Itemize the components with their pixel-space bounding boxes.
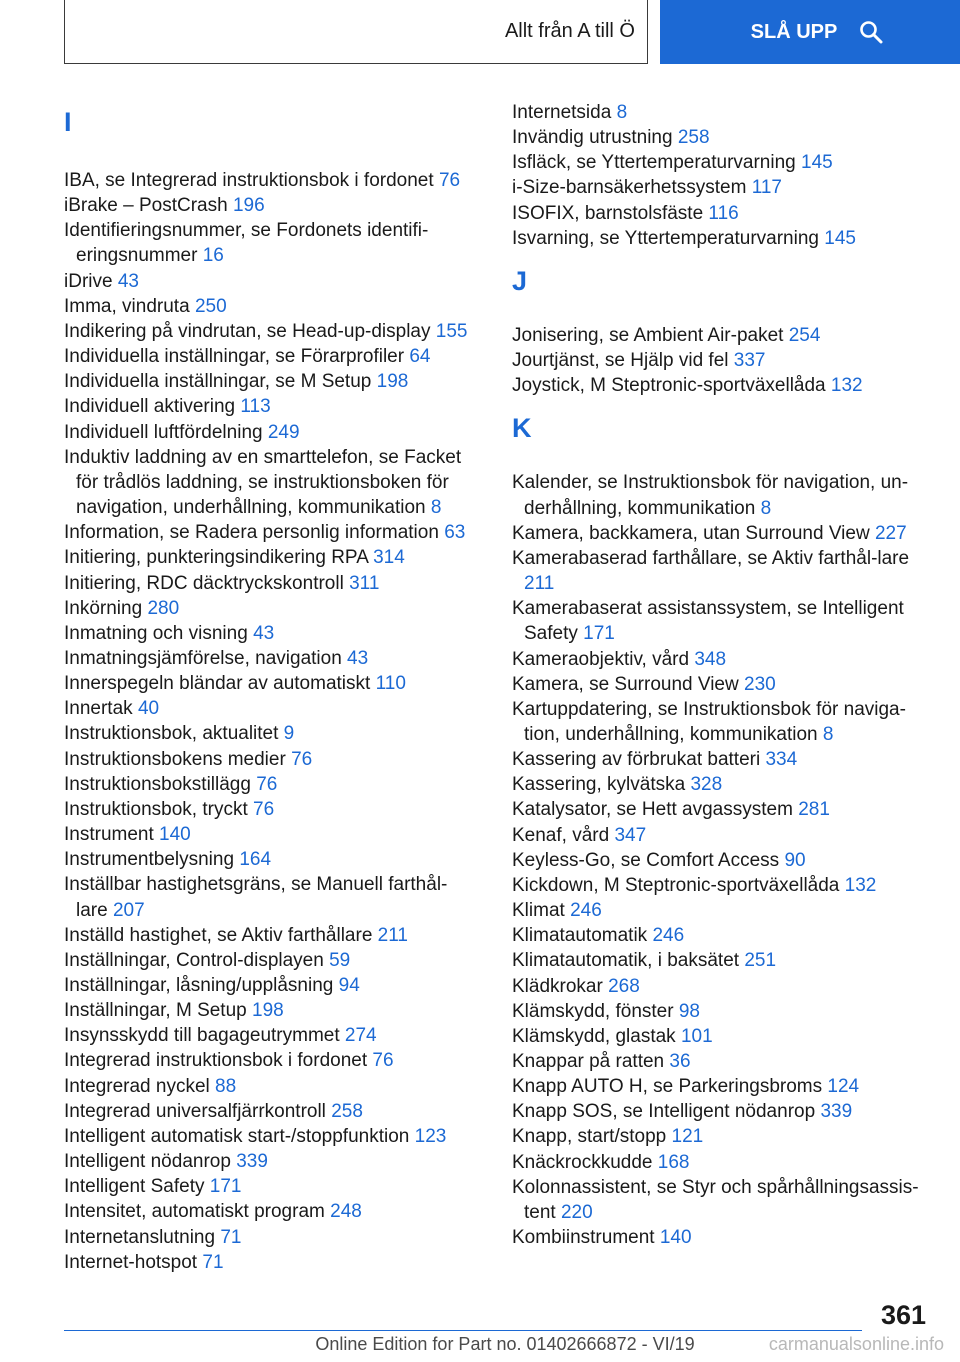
index-entry[interactable] (512, 546, 922, 596)
tab-index-a-to-o[interactable] (64, 0, 648, 64)
index-entry[interactable] (64, 646, 474, 671)
index-entry-text: Internetsida (512, 102, 612, 123)
page-reference-link[interactable]: 71 (202, 1251, 224, 1273)
page-reference-link[interactable]: 76 (372, 1050, 394, 1072)
index-entry-text: Inställningar, M Setup (64, 1000, 247, 1022)
index-entry[interactable] (512, 323, 922, 348)
index-entry-text: Inkörning (64, 597, 143, 619)
index-entry[interactable] (512, 521, 922, 546)
page-reference-link[interactable]: 145 (824, 227, 856, 249)
page-reference-link[interactable]: 198 (252, 1000, 284, 1022)
index-entry[interactable] (512, 747, 922, 772)
page-reference-link[interactable]: 196 (232, 195, 265, 217)
index-entry[interactable] (64, 1199, 474, 1224)
index-entry-text: Kamerabaserat assistanssystem, se Intelligent Safety (512, 598, 904, 645)
index-entry-text: Internet-hotspot (64, 1251, 198, 1273)
page-reference-link[interactable]: 249 (267, 421, 300, 443)
index-entry[interactable] (64, 319, 474, 344)
page-reference-link[interactable]: 43 (253, 622, 275, 644)
index-entry-text: Imma, vindruta (64, 295, 190, 317)
page-reference-link[interactable]: 250 (194, 295, 227, 317)
index-entry[interactable] (64, 420, 474, 445)
index-entry-text: Inställningar, Control-displayen (64, 949, 324, 971)
page-reference-link[interactable]: 171 (583, 623, 615, 645)
index-entry[interactable] (512, 923, 922, 948)
index-entry-text: Knapp, start/stopp (512, 1126, 667, 1148)
index-entry-text: Intelligent Safety (64, 1176, 205, 1198)
index-entry[interactable] (64, 847, 474, 872)
index-entry[interactable] (512, 823, 922, 848)
page-reference-link[interactable]: 211 (524, 573, 555, 595)
index-entry-text: Kalender, se Instruktionsbok för navigation, un-derhållning, kommunikation (512, 472, 909, 519)
index-entry-text: Individuell luftfördelning (64, 421, 263, 443)
page-reference-link[interactable]: 110 (375, 673, 406, 695)
index-entry-text: Kenaf, vård (512, 824, 610, 846)
footer-divider (64, 1330, 862, 1331)
index-entry[interactable] (64, 923, 474, 948)
index-entry[interactable] (512, 1049, 922, 1074)
index-entry-text: Klimat (512, 900, 565, 922)
page-reference-link[interactable]: 76 (253, 798, 275, 820)
page-reference-link[interactable]: 337 (733, 350, 766, 372)
page-reference-link[interactable]: 280 (147, 597, 180, 619)
index-entry-text: Instruktionsbok, tryckt (64, 798, 248, 820)
index-entry[interactable] (64, 168, 474, 193)
page-reference-link[interactable]: 140 (159, 824, 191, 846)
index-entry[interactable] (512, 1150, 922, 1175)
page-reference-link[interactable]: 230 (744, 673, 776, 695)
page-reference-link[interactable]: 246 (570, 900, 602, 922)
index-entry-text: Inställd hastighet, se Aktiv farthållare (64, 924, 373, 946)
page-reference-link[interactable]: 63 (444, 522, 466, 544)
page-reference-link[interactable]: 258 (331, 1100, 363, 1122)
page-reference-link[interactable]: 339 (820, 1101, 853, 1123)
page-reference-link[interactable]: 328 (690, 774, 723, 796)
index-entry[interactable] (64, 772, 474, 797)
index-entry-text: Inställbar hastighetsgräns, se Manuell farthål-lare (64, 874, 448, 921)
index-entry-text: Innerspegeln bländar av automatiskt (64, 673, 371, 695)
page-reference-link[interactable]: 339 (236, 1151, 268, 1173)
index-entry[interactable] (64, 445, 474, 520)
page-reference-link[interactable]: 281 (798, 799, 830, 821)
page-reference-link[interactable]: 76 (438, 170, 461, 191)
index-entry-text: Klimatautomatik, i baksätet (512, 950, 740, 972)
index-entry[interactable] (64, 294, 474, 319)
index-entry-text: Insynsskydd till bagageutrymmet (64, 1025, 340, 1047)
index-entry[interactable] (64, 872, 474, 922)
index-entry-text: iBrake – PostCrash (64, 195, 228, 217)
index-entry[interactable] (64, 973, 474, 998)
page-reference-link[interactable]: 251 (744, 950, 777, 972)
index-entry[interactable] (512, 201, 922, 226)
index-entry[interactable] (64, 545, 474, 570)
index-entry[interactable] (64, 344, 474, 369)
edition-note: Online Edition for Part no. 01402666872 - VI/19 (315, 1334, 695, 1354)
index-entry[interactable] (512, 175, 922, 200)
page-reference-link[interactable]: 43 (347, 647, 369, 669)
index-entry-text: Internetanslutning (64, 1226, 216, 1248)
page-reference-link[interactable]: 9 (283, 723, 295, 745)
index-entry[interactable] (512, 125, 922, 150)
page-reference-link[interactable]: 198 (376, 371, 409, 393)
index-entry-text: Kassering av förbrukat batteri (512, 749, 761, 771)
index-entry[interactable] (64, 1250, 474, 1275)
index-entry-text: Inmatning och visning (64, 622, 248, 644)
index-entry-text: Initiering, punkteringsindikering RPA (64, 547, 368, 569)
page-reference-link[interactable]: 254 (788, 324, 821, 346)
index-entry[interactable] (512, 1124, 922, 1149)
index-column-right (512, 100, 922, 1250)
index-entry-text: Integrerad nyckel (64, 1075, 210, 1097)
index-entry[interactable] (64, 520, 474, 545)
page-reference-link[interactable]: 248 (330, 1201, 362, 1223)
tab-search-label: SLÅ UPP (750, 20, 838, 43)
page-reference-link[interactable]: 132 (844, 874, 877, 896)
page-reference-link[interactable]: 258 (677, 127, 710, 149)
index-entry[interactable] (512, 100, 922, 125)
page-reference-link[interactable]: 121 (671, 1126, 704, 1148)
index-entry-text: ISOFIX, barnstolsfäste (512, 202, 704, 224)
page-reference-link[interactable]: 220 (560, 1201, 593, 1223)
section-letter-k: K (512, 413, 532, 444)
page-reference-link[interactable]: 8 (430, 497, 442, 519)
page-reference-link[interactable]: 168 (657, 1151, 690, 1173)
index-entry-text: Information, se Radera personlig information (64, 522, 439, 544)
index-entry[interactable] (64, 747, 474, 772)
index-entry[interactable] (64, 671, 474, 696)
index-entry[interactable] (64, 596, 474, 621)
page-reference-link[interactable]: 101 (680, 1025, 713, 1047)
page-reference-link[interactable]: 211 (377, 924, 408, 946)
index-entry[interactable] (512, 647, 922, 672)
index-entry-text: IBA, se Integrerad instruktionsbok i fordonet (64, 170, 434, 191)
page-reference-link[interactable]: 348 (694, 648, 727, 670)
page-reference-link[interactable]: 117 (751, 177, 782, 199)
index-entry[interactable] (64, 822, 474, 847)
index-entry-text: Klädkrokar (512, 975, 603, 997)
index-entry-text: Instruktionsbokstillägg (64, 773, 251, 795)
index-entry-text: Intensitet, automatiskt program (64, 1201, 325, 1223)
index-entry-text: iDrive (64, 270, 113, 292)
index-entry[interactable] (512, 772, 922, 797)
index-entry-text: Jourtjänst, se Hjälp vid fel (512, 350, 729, 372)
index-entry-text: Knäckrockkudde (512, 1151, 653, 1173)
section-letter-i: I (64, 107, 72, 137)
index-entry-text: Kamera, backkamera, utan Surround View (512, 522, 870, 544)
page-reference-link[interactable]: 64 (409, 346, 431, 368)
index-entry[interactable] (64, 394, 474, 419)
index-entry-text: Invändig utrustning (512, 127, 673, 149)
index-entry[interactable] (64, 1124, 474, 1149)
page-reference-link[interactable]: 274 (344, 1025, 377, 1047)
top-navigation (0, 0, 960, 66)
page-reference-link[interactable]: 164 (239, 849, 272, 871)
watermark: carmanualsonline.info (768, 1334, 944, 1354)
index-entry-text: Joystick, M Steptronic-sportväxellåda (512, 375, 826, 397)
index-entry[interactable] (512, 373, 922, 398)
index-entry[interactable] (64, 1023, 474, 1048)
index-entry-text: Instrument (64, 824, 154, 846)
index-entry[interactable] (512, 1099, 922, 1124)
index-entry[interactable] (512, 948, 922, 973)
index-entry-text: Integrerad universalfjärrkontroll (64, 1100, 326, 1122)
index-entry-text: i-Size-barnsäkerhetssystem (512, 177, 747, 199)
page-reference-link[interactable]: 43 (117, 270, 139, 292)
index-entry-text: Jonisering, se Ambient Air-paket (512, 324, 784, 346)
index-entry[interactable] (512, 470, 922, 520)
index-entry-text: Instrumentbelysning (64, 849, 235, 871)
index-entry-text: Kolonnassistent, se Styr och spårhållningsassis-tent (512, 1176, 919, 1223)
page-reference-link[interactable]: 347 (614, 824, 647, 846)
page-reference-link[interactable]: 246 (652, 925, 685, 947)
page-reference-link[interactable]: 124 (827, 1076, 860, 1098)
index-entry-text: Knappar på ratten (512, 1051, 665, 1072)
index-entry-text: Knapp SOS, se Intelligent nödanrop (512, 1101, 816, 1123)
index-entry-text: Kamerabaserad farthållare, se Aktiv farthål-lare (512, 547, 910, 569)
page-reference-link[interactable]: 36 (669, 1051, 691, 1072)
index-entry-text: Isvarning, se Yttertemperaturvarning (512, 227, 819, 249)
index-entry[interactable] (512, 697, 922, 747)
index-entry-text: Isfläck, se Yttertemperaturvarning (512, 152, 796, 174)
index-entry[interactable] (64, 369, 474, 394)
index-entry[interactable] (512, 672, 922, 697)
page-reference-link[interactable]: 155 (435, 320, 468, 342)
index-entry-text: Identifieringsnummer, se Fordonets identifi-eringsnummer (64, 220, 429, 267)
index-entry-text: Integrerad instruktionsbok i fordonet (64, 1050, 368, 1072)
page-reference-link[interactable]: 8 (760, 497, 772, 519)
page-reference-link[interactable]: 113 (240, 396, 271, 418)
index-entry[interactable] (512, 150, 922, 175)
index-entry[interactable] (512, 1074, 922, 1099)
index-column-left (64, 100, 474, 1275)
page-reference-link[interactable]: 314 (373, 547, 405, 569)
page-reference-link[interactable]: 76 (291, 748, 313, 770)
tab-index-label: Allt från A till Ö (504, 20, 635, 42)
index-entry-text: Knapp AUTO H, se Parkeringsbroms (512, 1076, 823, 1098)
page-reference-link[interactable]: 268 (608, 975, 640, 997)
page-reference-link[interactable]: 116 (708, 202, 739, 224)
index-entry[interactable] (512, 1024, 922, 1049)
index-entry[interactable] (512, 1175, 922, 1225)
index-entry-text: Individuella inställningar, se Förarprofiler (64, 346, 405, 368)
index-entry[interactable] (512, 848, 922, 873)
search-icon (859, 20, 883, 44)
index-entry-text: Instruktionsbok, aktualitet (64, 723, 279, 745)
index-entry-text: Instruktionsbokens medier (64, 748, 286, 770)
index-entry[interactable] (512, 226, 922, 251)
index-entry[interactable] (64, 948, 474, 973)
page-reference-link[interactable]: 88 (215, 1075, 237, 1097)
index-entry-text: Kameraobjektiv, vård (512, 648, 690, 670)
index-entry-text: Klämskydd, fönster (512, 1000, 674, 1022)
page-reference-link[interactable]: 123 (414, 1125, 447, 1147)
page-reference-link[interactable]: 59 (329, 949, 351, 971)
index-entry-text: Indikering på vindrutan, se Head-up-display (64, 320, 431, 342)
index-entry-text: Katalysator, se Hett avgassystem (512, 799, 793, 821)
index-entry[interactable] (512, 974, 922, 999)
index-entry-text: Induktiv laddning av en smarttelefon, se Facket för trådlös laddning, se instruktionsboken för navigation, underhållning, kommunikation (64, 446, 462, 519)
index-entry[interactable] (512, 873, 922, 898)
page-reference-link[interactable]: 40 (137, 698, 160, 720)
index-entry-text: Initiering, RDC däcktryckskontroll (64, 572, 344, 594)
index-entry-text: Intelligent automatisk start-/stoppfunktion (64, 1125, 410, 1147)
index-entry[interactable] (64, 1074, 474, 1099)
index-entry-text: Inmatningsjämförelse, navigation (64, 647, 342, 669)
index-entry[interactable] (64, 1099, 474, 1124)
page-reference-link[interactable]: 8 (616, 102, 628, 123)
index-entry[interactable] (64, 193, 474, 218)
index-entry-text: Kamera, se Surround View (512, 673, 739, 695)
index-entry-text: Kartuppdatering, se Instruktionsbok för naviga-tion, underhållning, kommunikation (512, 698, 906, 745)
index-entry[interactable] (64, 721, 474, 746)
page-reference-link[interactable]: 311 (349, 572, 380, 594)
index-entry-text: Innertak (64, 698, 133, 720)
index-entry[interactable] (64, 1149, 474, 1174)
index-entry-text: Kombiinstrument (512, 1227, 655, 1249)
section-letter-j: J (512, 265, 528, 296)
index-entry-text: Keyless-Go, se Comfort Access (512, 849, 780, 871)
index-entry[interactable] (64, 571, 474, 596)
index-entry-text: Klämskydd, glastak (512, 1025, 676, 1047)
index-entry-text: Intelligent nödanrop (64, 1151, 231, 1173)
index-entry[interactable] (64, 621, 474, 646)
index-entry[interactable] (64, 1048, 474, 1073)
page-reference-link[interactable]: 132 (830, 375, 863, 397)
page-reference-link[interactable]: 8 (822, 723, 834, 745)
page-reference-link[interactable]: 227 (874, 522, 907, 544)
tab-search[interactable] (660, 0, 960, 64)
index-entry-text: Individuella inställningar, se M Setup (64, 371, 372, 393)
page-reference-link[interactable]: 90 (784, 849, 806, 871)
index-entry[interactable] (64, 696, 474, 721)
page-reference-link[interactable]: 76 (256, 773, 278, 795)
page-reference-link[interactable]: 94 (338, 975, 360, 996)
page-reference-link[interactable]: 16 (202, 245, 224, 267)
index-entry-text: Individuell aktivering (64, 396, 236, 418)
index-entry[interactable] (64, 269, 474, 294)
index-entry-text: Klimatautomatik (512, 925, 648, 947)
page-reference-link[interactable]: 334 (765, 749, 798, 771)
page-reference-link[interactable]: 145 (801, 152, 833, 174)
page-reference-link[interactable]: 207 (112, 899, 145, 921)
index-entry[interactable] (64, 218, 474, 268)
index-entry-text: Kickdown, M Steptronic-sportväxellåda (512, 874, 840, 896)
index-entry[interactable] (512, 999, 922, 1024)
index-entry[interactable] (64, 1174, 474, 1199)
index-entry[interactable] (512, 596, 922, 646)
page-reference-link[interactable]: 98 (678, 1000, 700, 1022)
index-entry[interactable] (512, 898, 922, 923)
index-entry[interactable] (64, 797, 474, 822)
index-entry-text: Kassering, kylvätska (512, 774, 686, 796)
page-reference-link[interactable]: 140 (659, 1227, 692, 1249)
index-entry[interactable] (64, 1225, 474, 1250)
index-entry[interactable] (512, 1225, 922, 1250)
page-reference-link[interactable]: 171 (209, 1176, 242, 1198)
index-entry[interactable] (64, 998, 474, 1023)
index-entry-text: Inställningar, låsning/upplåsning (64, 975, 334, 996)
index-entry[interactable] (512, 348, 922, 373)
index-entry[interactable] (512, 797, 922, 822)
page-number: 361 (880, 1300, 926, 1330)
page-reference-link[interactable]: 71 (220, 1226, 242, 1248)
